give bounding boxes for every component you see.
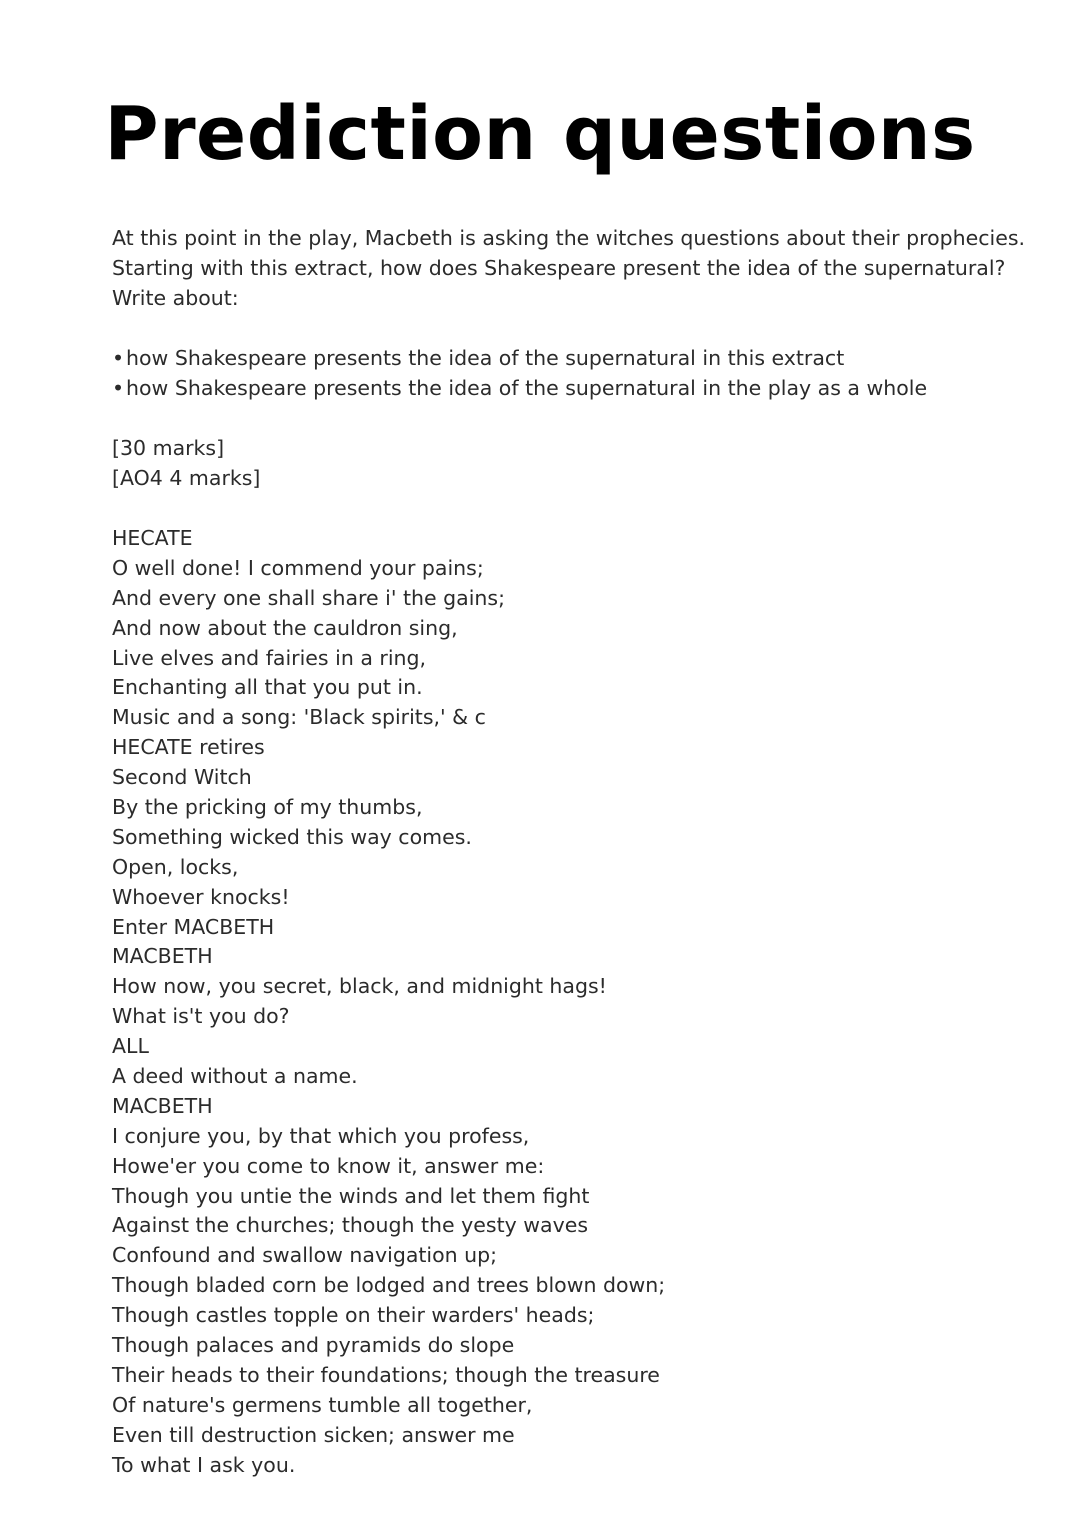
extract-line: Enchanting all that you put in. (112, 675, 423, 700)
extract-line: Howe'er you come to know it, answer me: (112, 1153, 545, 1178)
bullet-text: how Shakespeare presents the idea of the supernatural in the play as a whole (126, 376, 928, 400)
extract-line: Music and a song: 'Black spirits,' & c (112, 705, 486, 730)
extract-line: And every one shall share i' the gains; (112, 585, 505, 610)
document-body (112, 223, 1026, 1480)
extract-line: Of nature's germens tumble all together, (112, 1392, 533, 1417)
extract-line: HECATE (112, 526, 193, 550)
marks-total: [30 marks] (112, 436, 225, 460)
intro-line: At this point in the play, Macbeth is asking the witches questions about their prophecies. (112, 226, 1026, 250)
bullet-list (112, 343, 1012, 403)
extract-line: Though you untie the winds and let them fight (112, 1183, 590, 1208)
page-title: Prediction questions (104, 91, 976, 177)
intro-line: Write about: (112, 286, 239, 310)
extract-line: MACBETH (112, 944, 213, 969)
extract-line: Something wicked this way comes. (112, 824, 472, 849)
extract-line: Even till destruction sicken; answer me (112, 1422, 515, 1447)
bullet-item (112, 343, 1012, 373)
extract-line: How now, you secret, black, and midnight hags! (112, 974, 607, 999)
extract-line: A deed without a name. (112, 1064, 358, 1089)
extract-line: Their heads to their foundations; though the treasure (112, 1362, 660, 1387)
extract-line: I conjure you, by that which you profess, (112, 1123, 530, 1148)
extract-line: Against the churches; though the yesty waves (112, 1213, 589, 1238)
bullet-text: how Shakespeare presents the idea of the supernatural in this extract (126, 346, 845, 370)
extract-line: Live elves and fairies in a ring, (112, 645, 427, 670)
play-extract (112, 523, 1012, 1480)
extract-line: Confound and swallow navigation up; (112, 1243, 498, 1268)
extract-line: ALL (112, 1034, 149, 1059)
marks-ao4: [AO4 4 marks] (112, 466, 261, 490)
extract-line: Whoever knocks! (112, 884, 290, 909)
extract-line: Open, locks, (112, 854, 239, 879)
intro-line: Starting with this extract, how does Shakespeare present the idea of the supernatural? (112, 256, 1006, 280)
bullet-item (112, 373, 1012, 403)
extract-line: HECATE retires (112, 735, 265, 760)
extract-line: Though bladed corn be lodged and trees blown down; (112, 1273, 666, 1298)
extract-line: Though palaces and pyramids do slope (112, 1333, 515, 1358)
bullet-icon: • (112, 346, 125, 370)
extract-line: By the pricking of my thumbs, (112, 795, 423, 820)
extract-line: And now about the cauldron sing, (112, 615, 458, 640)
bullet-icon: • (112, 376, 125, 400)
extract-line: Enter MACBETH (112, 914, 275, 939)
extract-line: Though castles topple on their warders' heads; (112, 1303, 595, 1328)
extract-line: Second Witch (112, 765, 252, 790)
extract-line: To what I ask you. (112, 1452, 296, 1477)
question-intro (112, 223, 1026, 313)
extract-line: O well done! I commend your pains; (112, 555, 484, 580)
extract-line: What is't you do? (112, 1004, 290, 1029)
extract-line: MACBETH (112, 1093, 213, 1118)
marks-info (112, 433, 1012, 493)
